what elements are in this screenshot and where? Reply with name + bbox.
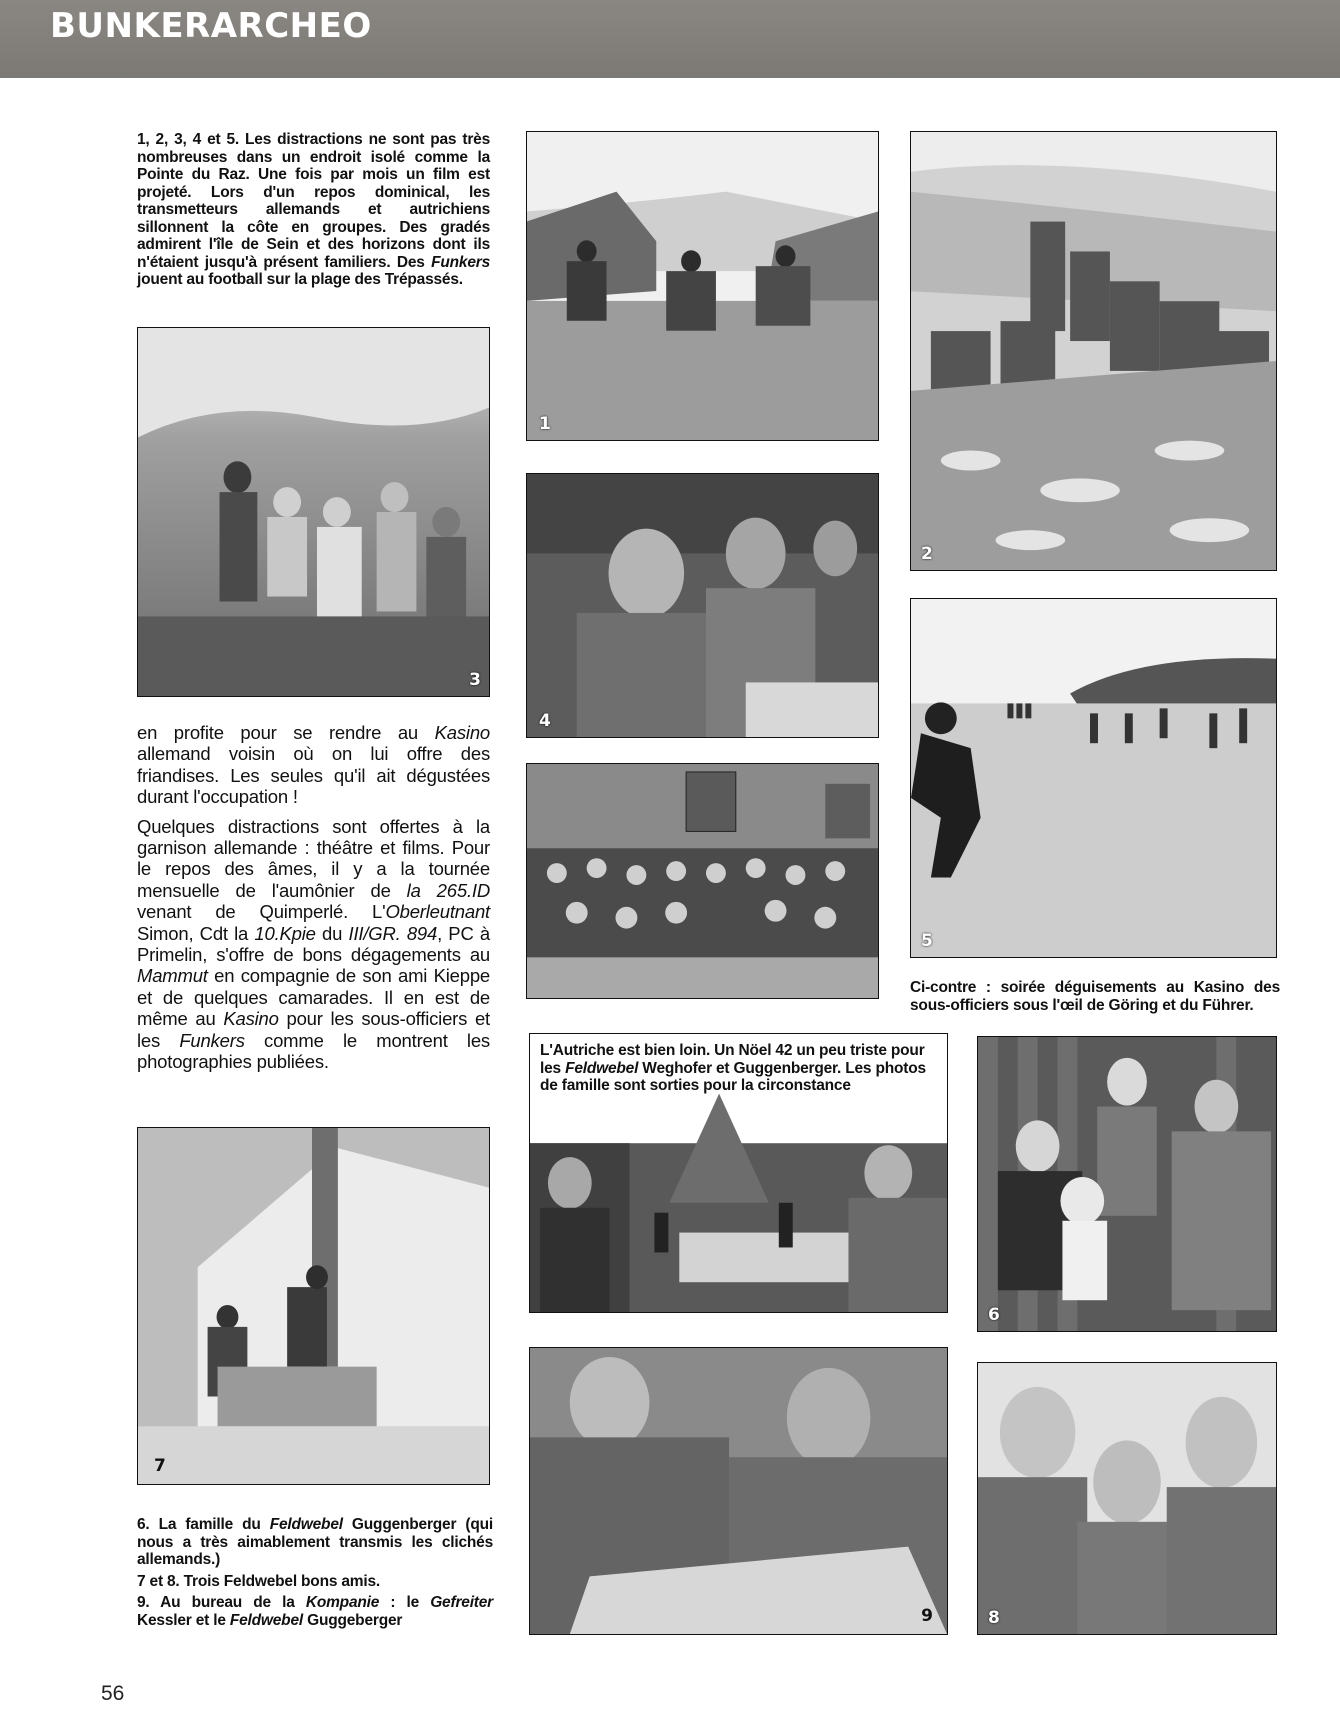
photo-4-soldiers (526, 473, 879, 738)
caption-6: 6. La famille du Feldwebel Guggenberger (qui nous a très aimablement transmis les clichés allemands.) (137, 1516, 493, 1568)
magazine-title: BUNKERARCHEO (50, 6, 372, 46)
photo-noel-42 (529, 1033, 948, 1313)
photo-7-number: 7 (154, 1456, 166, 1476)
photo-2-hill-group (910, 131, 1277, 571)
photo-4-number: 4 (539, 711, 551, 731)
caption-kasino: Ci-contre : soirée déguisements au Kasino des sous-officiers sous l'œil de Göring et du Führer. (910, 979, 1280, 1014)
photo-1-image (527, 132, 878, 440)
photo-8-number: 8 (988, 1608, 1000, 1628)
photo-9-number: 9 (921, 1606, 933, 1626)
article-body (137, 722, 490, 1081)
caption-photos-1-5: 1, 2, 3, 4 et 5. Les distractions ne sont pas très nombreuses dans un endroit isolé comme la Pointe du Raz. Une fois par mois un film est projeté. Lors d'un repos dominical, les transmetteurs allemands et autrichiens sillonnent la côte en groupes. Des gradés admirent l'île de Sein et des horizons dont ils n'étaient jusqu'à présent familiers. Des Funkers jouent au football sur la plage des Trépassés. (137, 131, 490, 288)
photo-2-image (911, 132, 1276, 570)
photo-9-bureau (529, 1347, 948, 1635)
caption-7-8: 7 et 8. Trois Feldwebel bons amis. (137, 1572, 381, 1590)
body-paragraph-2: Quelques distractions sont offertes à la garnison allemande : théâtre et films. Pour le repos des âmes, il y a la tournée mensuelle de l'aumônier de la 265.ID venant de Quimperlé. L'Oberleutnant Simon, Cdt la 10.Kpie du III/GR. 894, PC à Primelin, s'offre de bons dégagements au Mammut en compagnie de son ami Kieppe et de quelques camarades. Il en est de même au Kasino pour les sous-officiers et les Funkers comme le montrent les photographies publiées. (137, 815, 490, 1073)
photo-7-image (138, 1128, 489, 1484)
photo-9-image (530, 1348, 947, 1634)
photo-kasino-image (527, 764, 878, 998)
photo-6-image (978, 1037, 1276, 1331)
photo-3-image (138, 328, 489, 696)
photo-kasino-party (526, 763, 879, 999)
photo-1-coast (526, 131, 879, 441)
photo-3-number: 3 (469, 670, 481, 690)
page-number: 56 (101, 1682, 125, 1705)
photo-5-number: 5 (921, 931, 933, 951)
photo-8-three-friends (977, 1362, 1277, 1635)
body-paragraph-1: en profite pour se rendre au Kasino allemand voisin où on lui offre des friandises. Les seules qu'il ait dégustées durant l'occupation ! (137, 722, 490, 808)
photo-3-beach-group (137, 327, 490, 697)
header-band (0, 0, 1340, 78)
photo-6-family (977, 1036, 1277, 1332)
photo-6-number: 6 (988, 1305, 1000, 1325)
caption-noel: L'Autriche est bien loin. Un Nöel 42 un peu triste pour les Feldwebel Weghofer et Guggenberger. Les photos de famille sont sorties pour la circonstance (540, 1042, 926, 1094)
photo-1-number: 1 (539, 414, 551, 434)
caption-photos-6-9 (137, 1516, 493, 1633)
photo-8-image (978, 1363, 1276, 1634)
photo-4-image (527, 474, 878, 737)
caption-9: 9. Au bureau de la Kompanie : le Gefreiter Kessler et le Feldwebel Guggeberger (137, 1594, 494, 1629)
photo-2-number: 2 (921, 544, 933, 564)
photo-7-monument (137, 1127, 490, 1485)
photo-5-football (910, 598, 1277, 958)
photo-5-image (911, 599, 1276, 957)
